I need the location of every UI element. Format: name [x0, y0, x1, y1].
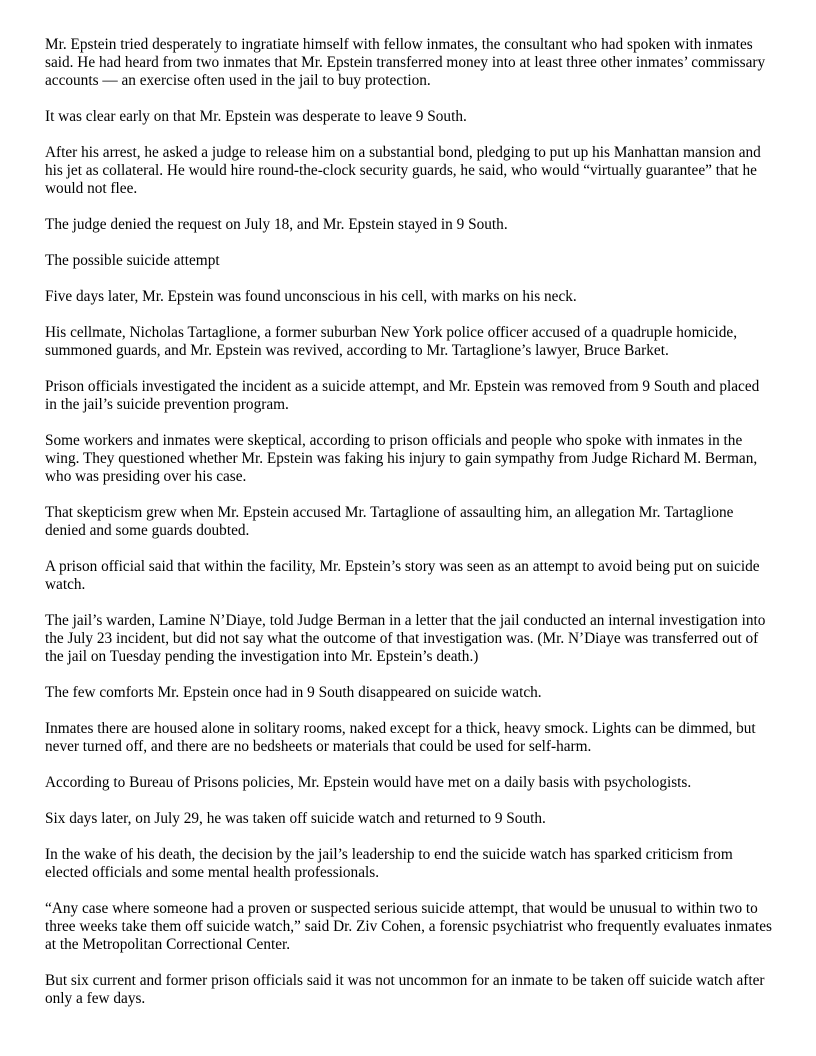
paragraph: Six days later, on July 29, he was taken off suicide watch and returned to 9 South. — [45, 810, 546, 827]
paragraph: His cellmate, Nicholas Tartaglione, a former suburban New York police officer accused of a quadruple homicide, summoned guards, and Mr. Epstein was revived, according to Mr. Tartaglione’s lawyer, Bruce Barket. — [45, 324, 738, 359]
paragraph: Some workers and inmates were skeptical, according to prison officials and people who spoke with inmates in the wing. They questioned whether Mr. Epstein was faking his injury to gain sympathy from Judge Richard M. Berman, who was presiding over his case. — [45, 432, 758, 485]
paragraph: It was clear early on that Mr. Epstein was desperate to leave 9 South. — [45, 108, 467, 125]
paragraph: According to Bureau of Prisons policies, Mr. Epstein would have met on a daily basis with psychologists. — [45, 774, 692, 791]
paragraph: A prison official said that within the facility, Mr. Epstein’s story was seen as an attempt to avoid being put on suicide watch. — [45, 558, 760, 593]
paragraph: Prison officials investigated the incident as a suicide attempt, and Mr. Epstein was removed from 9 South and placed in the jail’s suicide prevention program. — [45, 378, 760, 413]
paragraph: The few comforts Mr. Epstein once had in 9 South disappeared on suicide watch. — [45, 684, 542, 701]
paragraph: Five days later, Mr. Epstein was found unconscious in his cell, with marks on his neck. — [45, 288, 577, 305]
paragraph: After his arrest, he asked a judge to release him on a substantial bond, pledging to put up his Manhattan mansion and his jet as collateral. He would hire round-the-clock security guards, he said, who would “virtually guarantee” that he would not flee. — [45, 144, 761, 197]
paragraph: But six current and former prison officials said it was not uncommon for an inmate to be taken off suicide watch after only a few days. — [45, 972, 765, 1007]
paragraph: The jail’s warden, Lamine N’Diaye, told Judge Berman in a letter that the jail conducted an internal investigation into the July 23 incident, but did not say what the outcome of that investigation was. (Mr. N’Diaye was transferred out of the jail on Tuesday pending the investigation into Mr. Epstein’s death.) — [45, 612, 766, 665]
paragraph: Mr. Epstein tried desperately to ingratiate himself with fellow inmates, the consultant who had spoken with inmates said. He had heard from two inmates that Mr. Epstein transferred money into at least three other inmates’ commissary accounts — an exercise often used in the jail to buy protection. — [45, 36, 766, 89]
paragraph: “Any case where someone had a proven or suspected serious suicide attempt, that would be unusual to within two to three weeks take them off suicide watch,” said Dr. Ziv Cohen, a forensic psychiatrist who frequently evaluates inmates at the Metropolitan Correctional Center. — [45, 900, 772, 953]
article-body — [45, 36, 772, 1008]
paragraph: Inmates there are housed alone in solitary rooms, naked except for a thick, heavy smock. Lights can be dimmed, but never turned off, and there are no bedsheets or materials that could be used for self-harm. — [45, 720, 756, 755]
paragraph: That skepticism grew when Mr. Epstein accused Mr. Tartaglione of assaulting him, an allegation Mr. Tartaglione denied and some guards doubted. — [45, 504, 734, 539]
paragraph: The judge denied the request on July 18, and Mr. Epstein stayed in 9 South. — [45, 216, 508, 233]
paragraph: In the wake of his death, the decision by the jail’s leadership to end the suicide watch has sparked criticism from elected officials and some mental health professionals. — [45, 846, 733, 881]
section-heading: The possible suicide attempt — [45, 252, 220, 269]
